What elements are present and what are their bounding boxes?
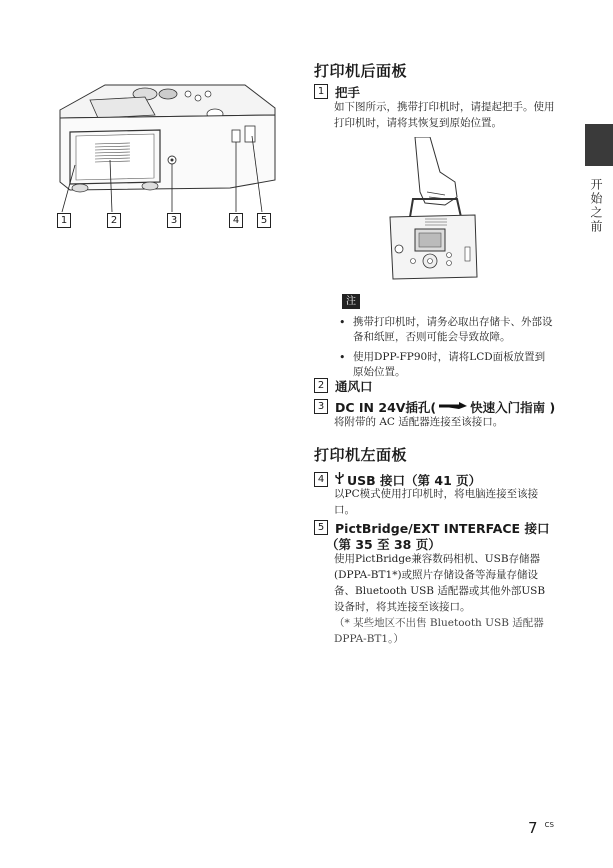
usb-icon [335, 471, 344, 487]
pictbridge-label-line1: PictBridge/EXT INTERFACE 接口 [335, 521, 550, 536]
item-number: 3 [314, 399, 328, 414]
callout-5: 5 [257, 213, 271, 228]
handle-description: 如下图所示，携带打印机时，请提起把手。使用打印机时，请将其恢复到原始位置。 [334, 101, 555, 129]
page-number [528, 818, 554, 837]
dc-in-label-prefix: DC IN 24V插孔( [335, 400, 437, 415]
item-number: 2 [314, 378, 328, 393]
pictbridge-description: 使用PictBridge兼容数码相机、USB存储器(DPPA-BT1*)或照片存储设备等海量存储设备、Bluetooth USB 适配器或其他外部USB 设备时，将其连接至该接口。 [334, 553, 546, 613]
note-tag: 注 [342, 294, 360, 309]
usb-description: 以PC模式使用打印机时，将电脑连接至该接口。 [334, 488, 539, 516]
vent-heading [314, 377, 373, 395]
callout-2: 2 [107, 213, 121, 228]
hand-carrying-printer-drawing [385, 137, 480, 282]
notes-list [339, 315, 554, 385]
section-label: 开始之前 [589, 178, 603, 234]
rear-panel-title: 打印机后面板 [314, 62, 408, 80]
left-panel-title: 打印机左面板 [314, 446, 408, 464]
printer-drawing [50, 70, 285, 215]
item-number: 1 [314, 84, 328, 99]
callout-1: 1 [57, 213, 71, 228]
pictbridge-label-line2: （第 35 至 38 页） [326, 537, 441, 552]
arrow-icon [439, 398, 467, 413]
callout-3: 3 [167, 213, 181, 228]
note-item: • 使用DPP-FP90时，请将LCD面板放置到原始位置。 [339, 350, 554, 380]
pictbridge-footnote: （* 某些地区不出售 Bluetooth USB 适配器 DPPA-BT1。） [334, 617, 544, 645]
item-number: 5 [314, 520, 328, 535]
printer-rear-illustration [50, 70, 285, 215]
handle-label: 把手 [335, 85, 361, 100]
carrying-illustration [385, 137, 480, 282]
usb-label: USB 接口（第 41 页） [347, 473, 482, 488]
dc-in-label-suffix: 快速入门指南 ) [470, 400, 556, 415]
note-item: • 携带打印机时，请务必取出存储卡、外部设备和纸匣，否则可能会导致故障。 [339, 315, 554, 345]
vent-label: 通风口 [335, 379, 373, 394]
side-tab [585, 124, 613, 166]
dc-in-description: 将附带的 AC 适配器连接至该接口。 [334, 416, 504, 428]
item-number: 4 [314, 472, 328, 487]
page-number-value: 7 [528, 819, 538, 837]
callout-4: 4 [229, 213, 243, 228]
page-number-suffix: CS [544, 820, 554, 829]
